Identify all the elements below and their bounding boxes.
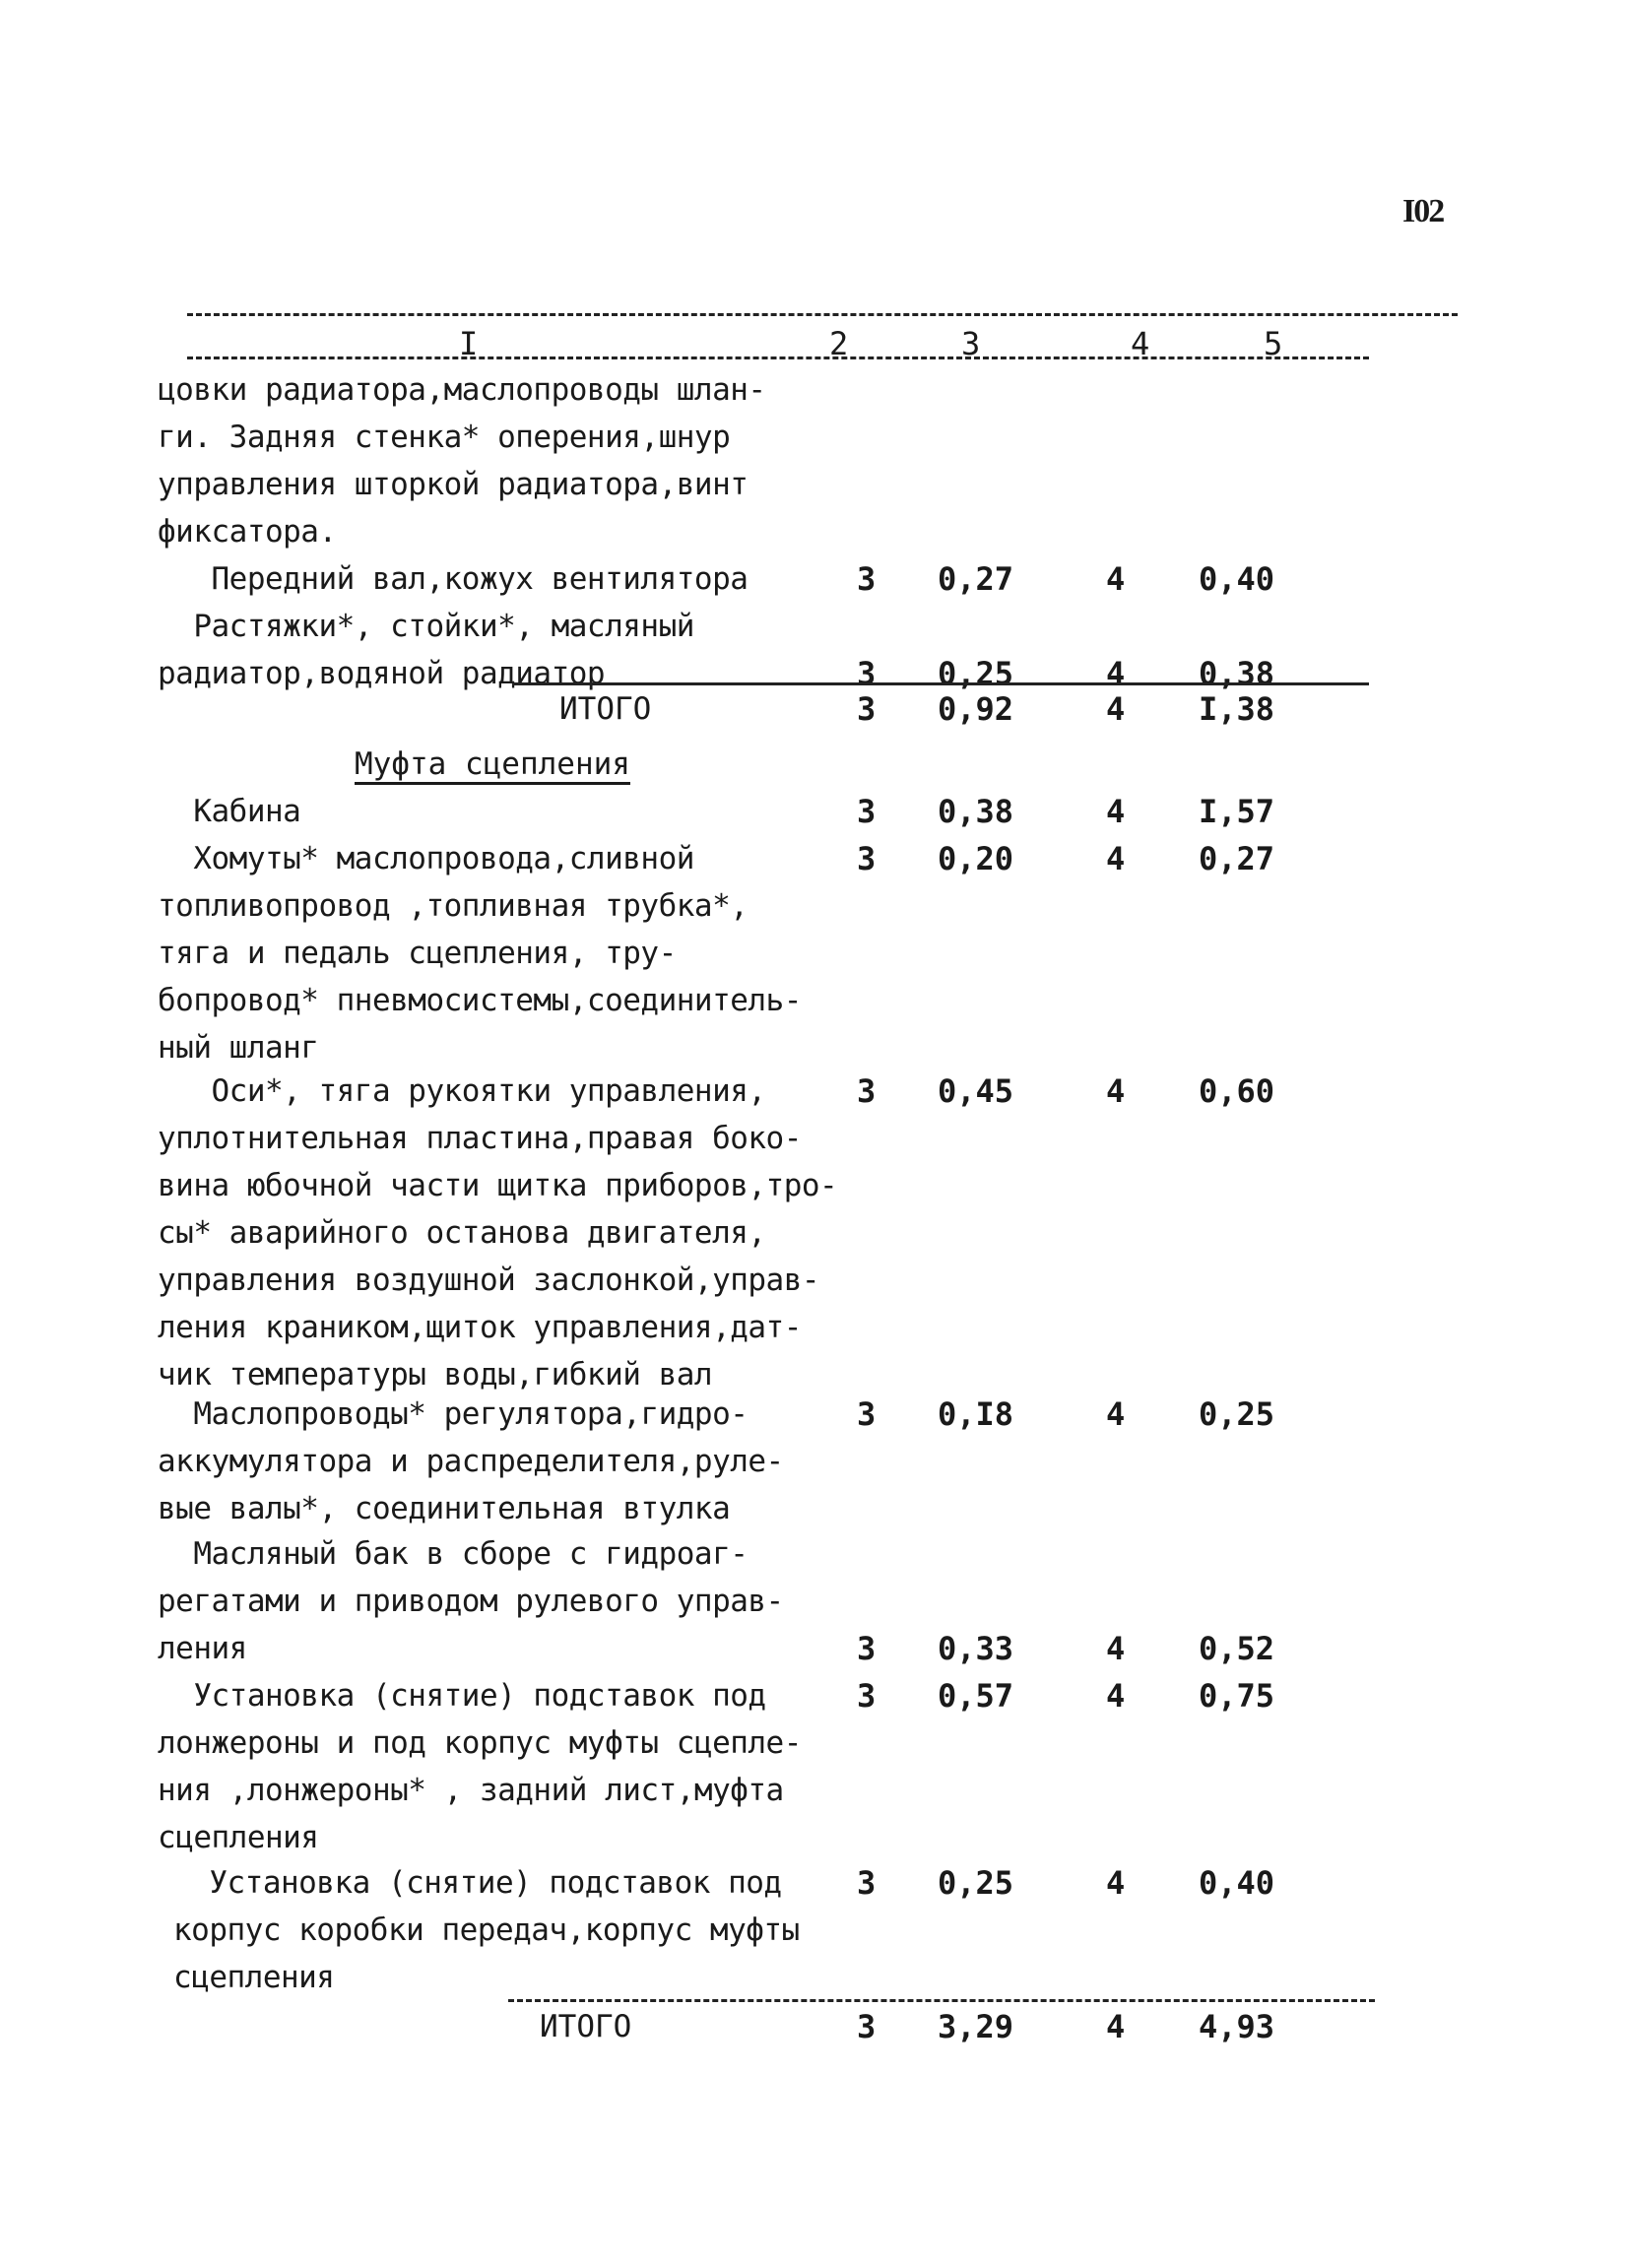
row-description: цовки радиатора,маслопроводы шлан- ги. Задняя стенка* оперения,шнур управления шторкой радиатора,винт фиксатора. <box>158 372 766 550</box>
cell-col4: 4 <box>1106 1630 1126 1667</box>
cell-col2: 3 <box>857 1072 877 1110</box>
cell-col2: 3 <box>857 840 877 877</box>
cell-col5: 0,75 <box>1199 1677 1275 1715</box>
cell-col4: 4 <box>1106 1677 1126 1715</box>
row-description: Хомуты* маслопровода,сливной топливопровод ,топливная трубка*, тяга и педаль сцепления, тру- бопровод* пневмосистемы,соединитель- ный шланг <box>158 841 802 1066</box>
cell-col3: 0,38 <box>938 793 1014 830</box>
page-number: I02 <box>1402 193 1444 229</box>
cell-col4: 4 <box>1106 690 1126 728</box>
cell-col4: 4 <box>1106 1864 1126 1902</box>
cell-col5: 4,93 <box>1199 2008 1275 2045</box>
row-description: Установка (снятие) подставок под лонжероны и под корпус муфты сцепле- ния ,лонжероны* , задний лист,муфта сцепления <box>158 1678 802 1855</box>
cell-col2: 3 <box>857 1677 877 1715</box>
cell-col2: 3 <box>857 1395 877 1433</box>
row-description: Растяжки*, стойки*, масляный радиатор,водяной радиатор <box>158 609 694 691</box>
row-description: Передний вал,кожух вентилятора <box>158 561 749 597</box>
cell-col5: 0,52 <box>1199 1630 1275 1667</box>
cell-col5: 0,60 <box>1199 1072 1275 1110</box>
cell-col3: 0,33 <box>938 1630 1014 1667</box>
cell-col3: 0,25 <box>938 655 1014 692</box>
cell-col4: 4 <box>1106 1072 1126 1110</box>
cell-col5: 0,40 <box>1199 560 1275 598</box>
cell-col3: 0,20 <box>938 840 1014 877</box>
total-rule <box>508 1999 1375 2002</box>
cell-col3: 0,92 <box>938 690 1014 728</box>
cell-col5: 0,38 <box>1199 655 1275 692</box>
cell-col3: 0,57 <box>938 1677 1014 1715</box>
header-col-3: 3 <box>961 325 981 362</box>
cell-col2: 3 <box>857 2008 877 2045</box>
cell-col5: 0,40 <box>1199 1864 1275 1902</box>
cell-col4: 4 <box>1106 1395 1126 1433</box>
section-title: Муфта сцепления <box>355 746 630 782</box>
cell-col2: 3 <box>857 655 877 692</box>
cell-col4: 4 <box>1106 560 1126 598</box>
row-description: Кабина <box>158 794 301 829</box>
total-label: ИТОГО <box>540 2009 632 2044</box>
cell-col2: 3 <box>857 1864 877 1902</box>
cell-col2: 3 <box>857 560 877 598</box>
header-col-4: 4 <box>1131 325 1150 362</box>
header-top-rule <box>187 313 1458 316</box>
header-col-1: I <box>459 325 479 362</box>
row-description: Оси*, тяга рукоятки управления, уплотнительная пластина,правая боко- вина юбочной части щитка приборов,тро- сы* аварийного останова двигателя, управления воздушной заслонкой,управ- ления краником,щиток управления,дат- чик температуры воды,гибкий вал <box>158 1073 838 1393</box>
cell-col4: 4 <box>1106 2008 1126 2045</box>
row-description: Установка (снятие) подставок под корпус коробки передач,корпус муфты сцепления <box>173 1865 800 1995</box>
cell-col3: 0,45 <box>938 1072 1014 1110</box>
cell-col5: 0,25 <box>1199 1395 1275 1433</box>
cell-col3: 0,27 <box>938 560 1014 598</box>
cell-col5: I,38 <box>1199 690 1275 728</box>
row-description: Маслопроводы* регулятора,гидро- аккумулятора и распределителя,руле- вые валы*, соединительная втулка <box>158 1396 784 1526</box>
cell-col3: 0,25 <box>938 1864 1014 1902</box>
cell-col5: 0,27 <box>1199 840 1275 877</box>
header-col-2: 2 <box>829 325 849 362</box>
cell-col2: 3 <box>857 690 877 728</box>
cell-col3: 0,I8 <box>938 1395 1014 1433</box>
header-bottom-rule <box>187 356 1369 359</box>
cell-col5: I,57 <box>1199 793 1275 830</box>
cell-col3: 3,29 <box>938 2008 1014 2045</box>
cell-col2: 3 <box>857 793 877 830</box>
header-col-5: 5 <box>1264 325 1283 362</box>
cell-col2: 3 <box>857 1630 877 1667</box>
cell-col4: 4 <box>1106 840 1126 877</box>
cell-col4: 4 <box>1106 655 1126 692</box>
total-label: ИТОГО <box>559 691 652 727</box>
row-description: Масляный бак в сборе с гидроаг- регатами и приводом рулевого управ- ления <box>158 1536 784 1666</box>
cell-col4: 4 <box>1106 793 1126 830</box>
